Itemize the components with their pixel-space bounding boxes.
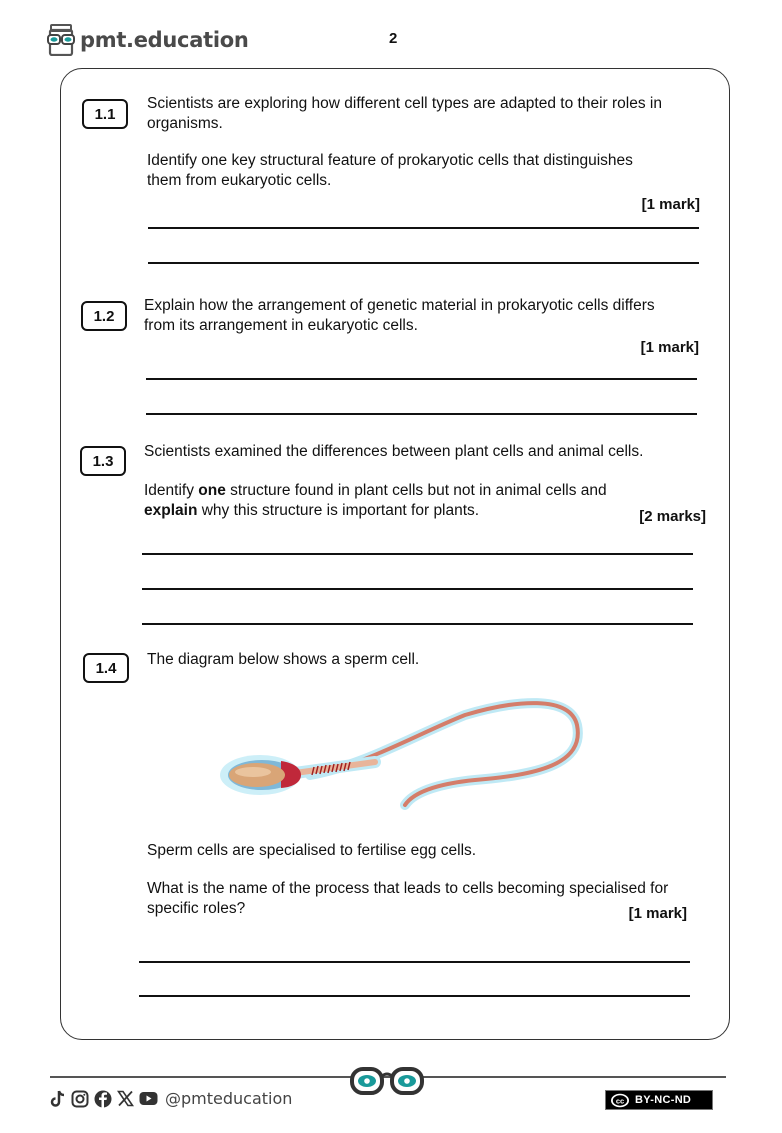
page-number: 2 — [389, 30, 398, 47]
youtube-icon[interactable] — [139, 1091, 158, 1106]
question-prompt: Identify one key structural feature of prokaryotic cells that distinguishes them from eukaryotic cells. — [147, 152, 633, 189]
question-number-box: 1.4 — [83, 653, 129, 683]
license-text: BY-NC-ND — [635, 1094, 692, 1106]
pmt-logo — [47, 24, 249, 56]
nucleus-highlight — [235, 767, 271, 777]
marks-label: [1 mark] — [628, 905, 687, 922]
answer-line[interactable] — [146, 378, 697, 380]
emphasis-one: one — [198, 482, 226, 499]
question-number-box: 1.3 — [80, 446, 126, 476]
question-prompt: Explain how the arrangement of genetic material in prokaryotic cells differs from its arrangement in eukaryotic cells. — [144, 297, 655, 334]
book-glasses-logo-icon — [47, 24, 75, 56]
answer-line[interactable] — [139, 995, 690, 997]
answer-line[interactable] — [139, 961, 690, 963]
brand-name: pmt.education — [80, 28, 249, 52]
answer-line[interactable] — [142, 553, 693, 555]
social-links — [50, 1089, 292, 1108]
question-intro: The diagram below shows a sperm cell. — [147, 651, 420, 668]
glasses-icon — [348, 1066, 426, 1098]
question-prompt: What is the name of the process that leads to cells becoming specialised for specific roles? — [147, 880, 669, 917]
license-badge[interactable] — [605, 1090, 713, 1110]
facebook-icon[interactable] — [94, 1090, 112, 1108]
tail-outline — [310, 703, 578, 805]
question-intro: Scientists examined the differences between plant cells and animal cells. — [144, 443, 644, 460]
marks-label: [2 marks] — [639, 508, 706, 525]
question-prompt: Identify one structure found in plant cells but not in animal cells and explain why this structure is important for plants. — [144, 482, 607, 519]
x-icon[interactable] — [117, 1090, 134, 1107]
answer-line[interactable] — [148, 262, 699, 264]
question-statement: Sperm cells are specialised to fertilise egg cells. — [147, 842, 477, 859]
tiktok-icon[interactable] — [50, 1090, 66, 1108]
instagram-icon[interactable] — [71, 1090, 89, 1108]
answer-line[interactable] — [142, 588, 693, 590]
sperm-cell-diagram — [215, 695, 595, 810]
emphasis-explain: explain — [144, 502, 198, 519]
svg-text:cc: cc — [615, 1095, 625, 1105]
answer-line[interactable] — [146, 413, 697, 415]
social-handle[interactable]: @pmteducation — [165, 1089, 293, 1108]
answer-line[interactable] — [142, 623, 693, 625]
cc-icon — [610, 1093, 630, 1108]
question-number-box: 1.1 — [82, 99, 128, 129]
question-intro: Scientists are exploring how different cell types are adapted to their roles in organisms. — [147, 95, 662, 132]
answer-line[interactable] — [148, 227, 699, 229]
question-number-box: 1.2 — [81, 301, 127, 331]
marks-label: [1 mark] — [640, 339, 699, 356]
marks-label: [1 mark] — [641, 196, 700, 213]
